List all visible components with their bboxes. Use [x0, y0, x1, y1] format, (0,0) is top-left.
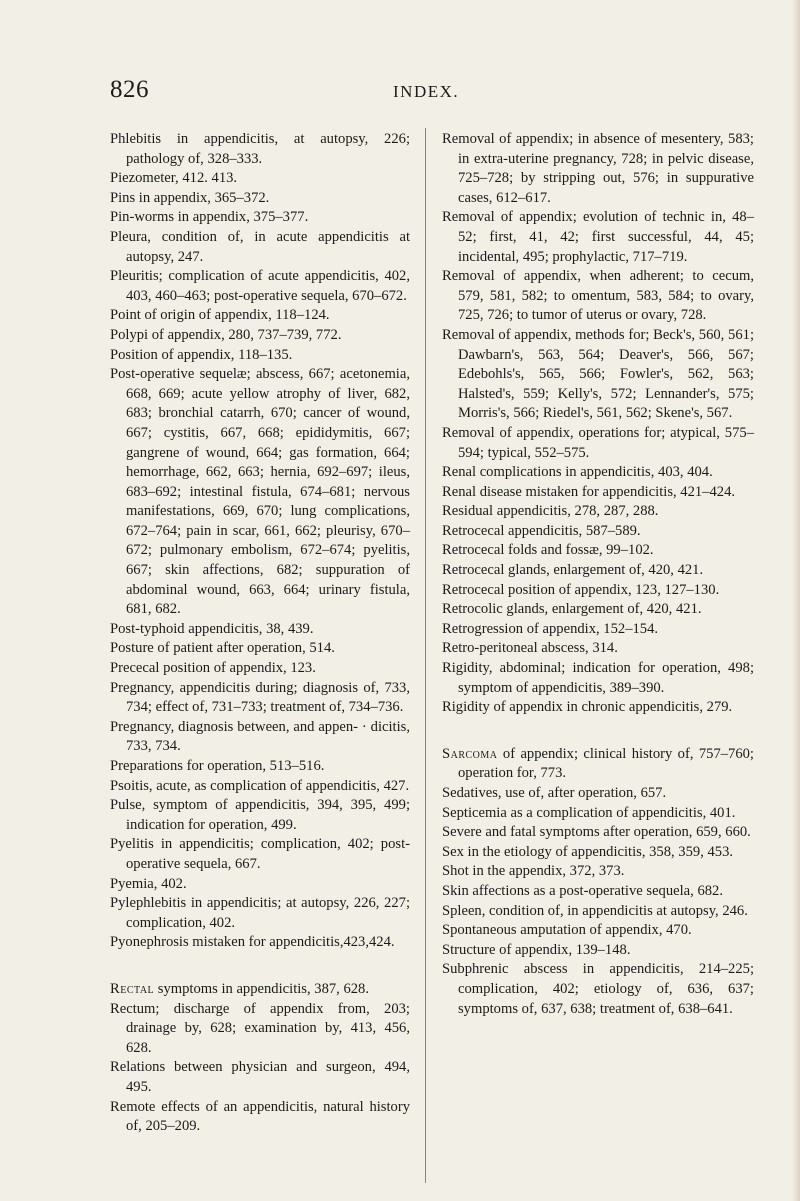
index-entry: Posture of patient after operation, 514.	[110, 640, 335, 657]
index-entry: Subphrenic abscess in appendicitis, 214–225; complication, 402; etiology of, 636, 637; symptoms of, 637, 638; treatment of, 638–641.	[442, 961, 754, 1017]
index-entry: Severe and fatal symptoms after operation, 659, 660.	[442, 824, 751, 841]
entry-text: of appendix; clinical history of, 757–760; operation for, 773.	[458, 745, 754, 782]
index-entry: Piezometer, 412. 413.	[110, 170, 238, 187]
index-entry: Spleen, condition of, in appendicitis at autopsy, 246.	[442, 902, 748, 919]
index-entry: Pyelitis in appendicitis; complication, 402; post-operative sequela, 667.	[110, 836, 410, 872]
index-entry: Pylephlebitis in appendicitis; at autopsy, 226, 227; complication, 402.	[110, 895, 410, 931]
index-entry: Relations between physician and surgeon, 494, 495.	[110, 1059, 410, 1095]
index-entry: Skin affections as a post-operative sequela, 682.	[442, 882, 723, 899]
left-r-entries	[110, 1000, 410, 1137]
index-entry: Pin-worms in appendix, 375–377.	[110, 209, 309, 226]
index-entry: Prececal position of appendix, 123.	[110, 660, 316, 677]
index-entry: Spontaneous amputation of appendix, 470.	[442, 922, 692, 939]
running-head: INDEX.	[393, 82, 460, 101]
index-entry: Preparations for operation, 513–516.	[110, 758, 325, 774]
index-entry: Post-typhoid appendicitis, 38, 439.	[110, 620, 314, 637]
right-column	[442, 130, 754, 1019]
index-entry: Rigidity, abdominal; indication for operation, 498; symptom of appendicitis, 389–390.	[442, 660, 754, 696]
index-entry: Pleura, condition of, in acute appendicitis at autopsy, 247.	[110, 228, 410, 265]
section-lead-word: Sarcoma	[442, 745, 498, 762]
index-entry: Removal of appendix; evolution of technic in, 48–52; first, 41, 42; first successful, 44, 45; incidental, 495; prophylactic, 717–719.	[442, 209, 754, 265]
index-entry: Sedatives, use of, after operation, 657.	[442, 785, 667, 801]
right-entries	[442, 130, 754, 718]
section-gap	[110, 953, 410, 980]
column-divider	[425, 128, 426, 1183]
index-entry: Pregnancy, appendicitis during; diagnosis of, 733, 734; effect of, 731–733; treatment of, 734–736.	[110, 679, 410, 716]
index-entry: Removal of appendix, methods for; Beck's, 560, 561; Dawbarn's, 563, 564; Deaver's, 566, 567; Edebohls's, 565, 566; Fowler's, 562, 563; Halsted's, 559; Kelly's, 572; Lennander's, 575; Morris's, 566; Riedel's, 561, 562; Skene's, 567.	[442, 326, 754, 422]
index-entry: Pyemia, 402.	[110, 875, 187, 892]
index-entry: Psoitis, acute, as complication of appendicitis, 427.	[110, 777, 410, 794]
index-entry: Rectum; discharge of appendix from, 203; drainage by, 628; examination by, 413, 456, 628.	[110, 1000, 410, 1056]
index-entry: Retrocecal folds and fossæ, 99–102.	[442, 542, 654, 559]
index-entry: Renal complications in appendicitis, 403, 404.	[442, 464, 713, 481]
index-entry: Residual appendicitis, 278, 287, 288.	[442, 503, 659, 520]
index-entry: Sex in the etiology of appendicitis, 358, 359, 453.	[442, 843, 734, 860]
index-entry: Retrocecal position of appendix, 123, 127–130.	[442, 581, 720, 598]
section-lead-word: Rectal	[110, 980, 155, 997]
index-entry: Pyonephrosis mistaken for appendicitis,423,424.	[110, 934, 395, 951]
index-entry: Pins in appendix, 365–372.	[110, 189, 270, 206]
index-entry: Remote effects of an appendicitis, natural history of, 205–209.	[110, 1098, 410, 1135]
index-entry: Pleuritis; complication of acute appendicitis, 402, 403, 460–463; post-operative sequela, 670–672.	[110, 268, 410, 304]
page-header	[110, 76, 750, 106]
index-entry: Retro-peritoneal abscess, 314.	[442, 640, 618, 657]
index-entry: Septicemia as a complication of appendicitis, 401.	[442, 804, 736, 821]
left-column	[110, 130, 410, 1137]
index-entry: Removal of appendix, operations for; atypical, 575–594; typical, 552–575.	[442, 424, 754, 461]
index-entry: Retrocecal glands, enlargement of, 420, 421.	[442, 562, 704, 579]
index-entry: Removal of appendix, when adherent; to cecum, 579, 581, 582; to omentum, 583, 584; to ovary, 725, 726; to tumor of uterus or ovary, 728.	[442, 268, 754, 324]
index-entry: Retrogression of appendix, 152–154.	[442, 620, 659, 637]
index-entry	[110, 980, 410, 1000]
left-entries	[110, 130, 410, 953]
index-entry: Polypi of appendix, 280, 737–739, 772.	[110, 326, 342, 343]
index-entry: Shot in the appendix, 372, 373.	[442, 863, 625, 880]
index-entry: Point of origin of appendix, 118–124.	[110, 307, 330, 324]
page-edge-shadow	[792, 0, 800, 1201]
index-entry: Retrocecal appendicitis, 587–589.	[442, 522, 641, 539]
index-entry: Pulse, symptom of appendicitis, 394, 395, 499; indication for operation, 499.	[110, 797, 410, 833]
index-entry: Post-operative sequelæ; abscess, 667; acetonemia, 668, 669; acute yellow atrophy of liver, 682, 683; bronchial catarrh, 670; cancer of wound, 667; cystitis, 667, 668; epididymitis, 667; gangrene of wound, 664; gas formation, 664; hemorrhage, 662, 663; hernia, 692–697; ileus, 683–692; intestinal fistula, 674–681; nervous manifestations, 669, 670; lung complications, 672–764; pain in scar, 661, 662; pleurisy, 670–672; pulmonary embolism, 672–674; pyelitis, 667; skin affections, 682; suppuration of abdominal wound, 663, 664; urinary fistula, 681, 682.	[110, 366, 410, 618]
index-entry: Phlebitis in appendicitis, at autopsy, 226; pathology of, 328–333.	[110, 131, 410, 167]
index-entry	[442, 745, 754, 784]
index-entry: Position of appendix, 118–135.	[110, 346, 293, 363]
index-entry: Pregnancy, diagnosis between, and appen- · dicitis, 733, 734.	[110, 718, 410, 755]
page-number: 826	[110, 76, 149, 103]
index-entry: Retrocolic glands, enlargement of, 420, 421.	[442, 601, 702, 618]
right-s-entries	[442, 784, 754, 1019]
index-entry: Removal of appendix; in absence of mesentery, 583; in extra-uterine pregnancy, 728; in pelvic disease, 725–728; by stripping out, 576; in suppurative cases, 612–617.	[442, 131, 754, 206]
index-entry: Renal disease mistaken for appendicitis, 421–424.	[442, 483, 736, 500]
index-entry: Structure of appendix, 139–148.	[442, 941, 631, 958]
entry-text: symptoms in appendicitis, 387, 628.	[154, 980, 370, 997]
index-entry: Rigidity of appendix in chronic appendicitis, 279.	[442, 699, 733, 716]
section-gap	[442, 718, 754, 745]
